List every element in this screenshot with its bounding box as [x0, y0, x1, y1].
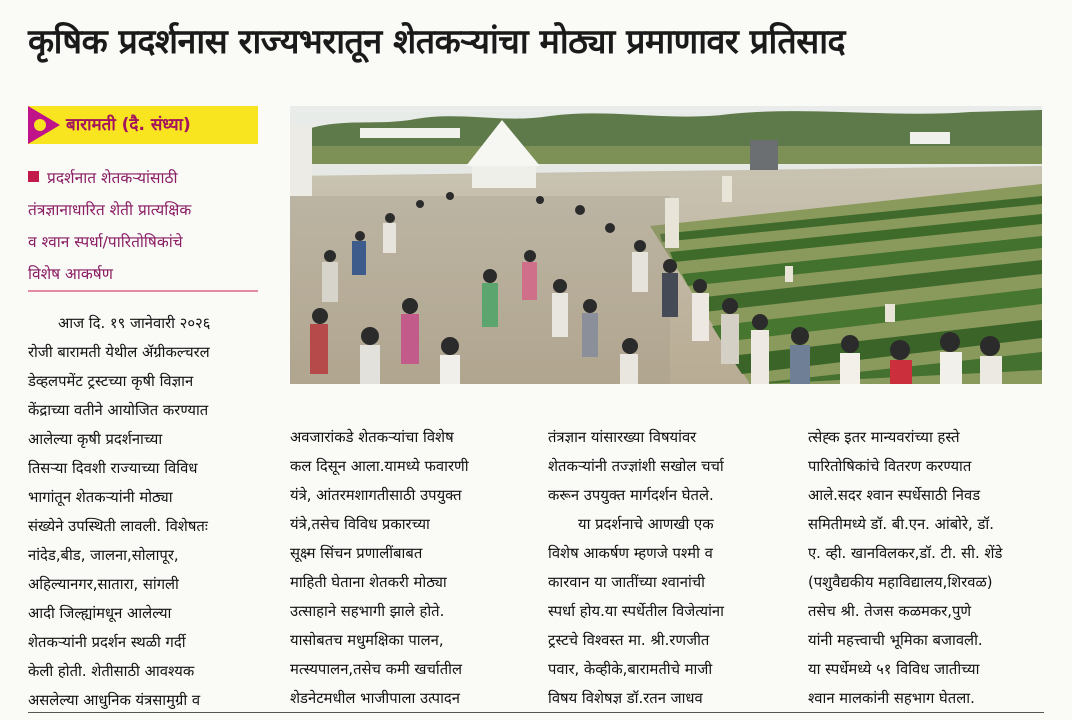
headline: कृषिक प्रदर्शनास राज्यभरातून शेतकऱ्यांचा मोठ्या प्रमाणावर प्रतिसाद: [28, 22, 846, 62]
article-line: यंत्रे,तसेच विविध प्रकारच्या: [290, 516, 430, 533]
dateline-text: बारामती (दै. संध्या): [66, 115, 191, 135]
article-line: उत्साहाने सहभागी झाले होते.: [290, 603, 445, 620]
article-line: विषय विशेषज्ञ डॉ.रतन जाधव: [548, 690, 703, 707]
article-line: स्पर्धा होय.या स्पर्धेतील विजेत्यांना: [548, 603, 724, 620]
article-line: तसेच श्री. तेजस कळमकर,पुणे: [808, 603, 972, 620]
dateline-banner: [28, 106, 258, 144]
article-line: नांदेड,बीड, जालना,सोलापूर,: [28, 547, 179, 564]
article-line: केली होती. शेतीसाठी आवश्यक: [28, 663, 195, 680]
article-line: ट्रस्टचे विश्वस्त मा. श्री.रणजीत: [548, 632, 710, 649]
crowd-photo: [290, 106, 1042, 384]
article-line: करून उपयुक्त मार्गदर्शन घेतले.: [548, 487, 714, 504]
highlight-line: व श्वान स्पर्धा/पारितोषिकांचे: [28, 233, 183, 251]
article-line: समितीमध्ये डॉ. बी.एन. आंबोरे, डॉ.: [808, 516, 994, 533]
article-column-3: [548, 423, 788, 713]
article-line: विशेष आकर्षण म्हणजे पश्मी व: [548, 545, 713, 562]
highlight-line: तंत्रज्ञानाधारित शेती प्रात्यक्षिक: [28, 201, 192, 219]
article-line: माहिती घेताना शेतकरी मोठ्या: [290, 574, 447, 591]
square-bullet-icon: [28, 171, 39, 182]
article-line: या स्पर्धेमध्ये ५१ विविध जातीच्या: [808, 661, 980, 678]
article-line: यांनी महत्त्वाची भूमिका बजावली.: [808, 632, 983, 649]
dot-icon: [34, 119, 46, 131]
article-line: सूक्ष्म सिंचन प्रणालींबाबत: [290, 545, 423, 562]
article-line: पवार, केव्हीके,बारामतीचे माजी: [548, 661, 713, 678]
article-line: तिसऱ्या दिवशी राज्याच्या विविध: [28, 460, 198, 477]
article-line: आदी जिल्ह्यांमधून आलेल्या: [28, 605, 172, 622]
article-line: केंद्राच्या वतीने आयोजित करण्यात: [28, 402, 209, 419]
article-line: ए. व्ही. खानविलकर,डॉ. टी. सी. शेंडे: [808, 545, 1003, 562]
article-line: कारवान या जातींच्या श्वानांची: [548, 574, 706, 591]
article-line: तंत्रज्ञान यांसारख्या विषयांवर: [548, 429, 697, 446]
article-line: संख्येने उपस्थिती लावली. विशेषतः: [28, 518, 208, 535]
article-line: अवजारांकडे शेतकऱ्यांचा विशेष: [290, 429, 454, 446]
article-line: असलेल्या आधुनिक यंत्रसामुग्री व: [28, 692, 201, 709]
highlight-box: [28, 162, 260, 290]
bottom-divider: [28, 712, 1044, 713]
highlight-line-text: प्रदर्शनात शेतकऱ्यांसाठी: [47, 169, 178, 187]
highlight-line: विशेष आकर्षण: [28, 265, 113, 283]
article-column-1: [28, 309, 268, 715]
article-line: (पशुवैद्यकीय महाविद्यालय,शिरवळ): [808, 574, 993, 591]
article-line: या प्रदर्शनाचे आणखी एक: [578, 516, 714, 533]
divider: [28, 290, 258, 292]
article-line: श्वान मालकांनी सहभाग घेतला.: [808, 690, 975, 707]
article-line: मत्स्यपालन,तसेच कमी खर्चातील: [290, 661, 463, 678]
article-line: डेव्हलपमेंट ट्रस्टच्या कृषी विज्ञान: [28, 373, 194, 390]
article-line: भागांतून शेतकऱ्यांनी मोठ्या: [28, 489, 173, 506]
article-line: कल दिसून आला.यामध्ये फवारणी: [290, 458, 469, 475]
article-line: अहिल्यानगर,सातारा, सांगली: [28, 576, 179, 593]
article-line: शेतकऱ्यांनी प्रदर्शन स्थळी गर्दी: [28, 634, 186, 651]
article-line: पारितोषिकांचे वितरण करण्यात: [808, 458, 972, 475]
article-line: रोजी बारामती येथील ॲग्रीकल्चरल: [28, 344, 210, 361]
article-line: त्सेह्क इतर मान्यवरांच्या हस्ते: [808, 429, 960, 446]
article-line: शेतकऱ्यांनी तज्ज्ञांशी सखोल चर्चा: [548, 458, 724, 475]
article-line: शेडनेटमधील भाजीपाला उत्पादन: [290, 690, 460, 707]
article-column-4: [808, 423, 1048, 713]
article-line: यासोबतच मधुमक्षिका पालन,: [290, 632, 444, 649]
article-column-2: [290, 423, 530, 713]
highlight-line: [28, 162, 260, 194]
article-line: आज दि. १९ जानेवारी २०२६: [58, 315, 211, 332]
article-line: आलेल्या कृषी प्रदर्शनाच्या: [28, 431, 163, 448]
article-line: आले.सदर श्वान स्पर्धेसाठी निवड: [808, 487, 981, 504]
article-line: यंत्रे, आंतरमशागतीसाठी उपयुक्त: [290, 487, 462, 504]
